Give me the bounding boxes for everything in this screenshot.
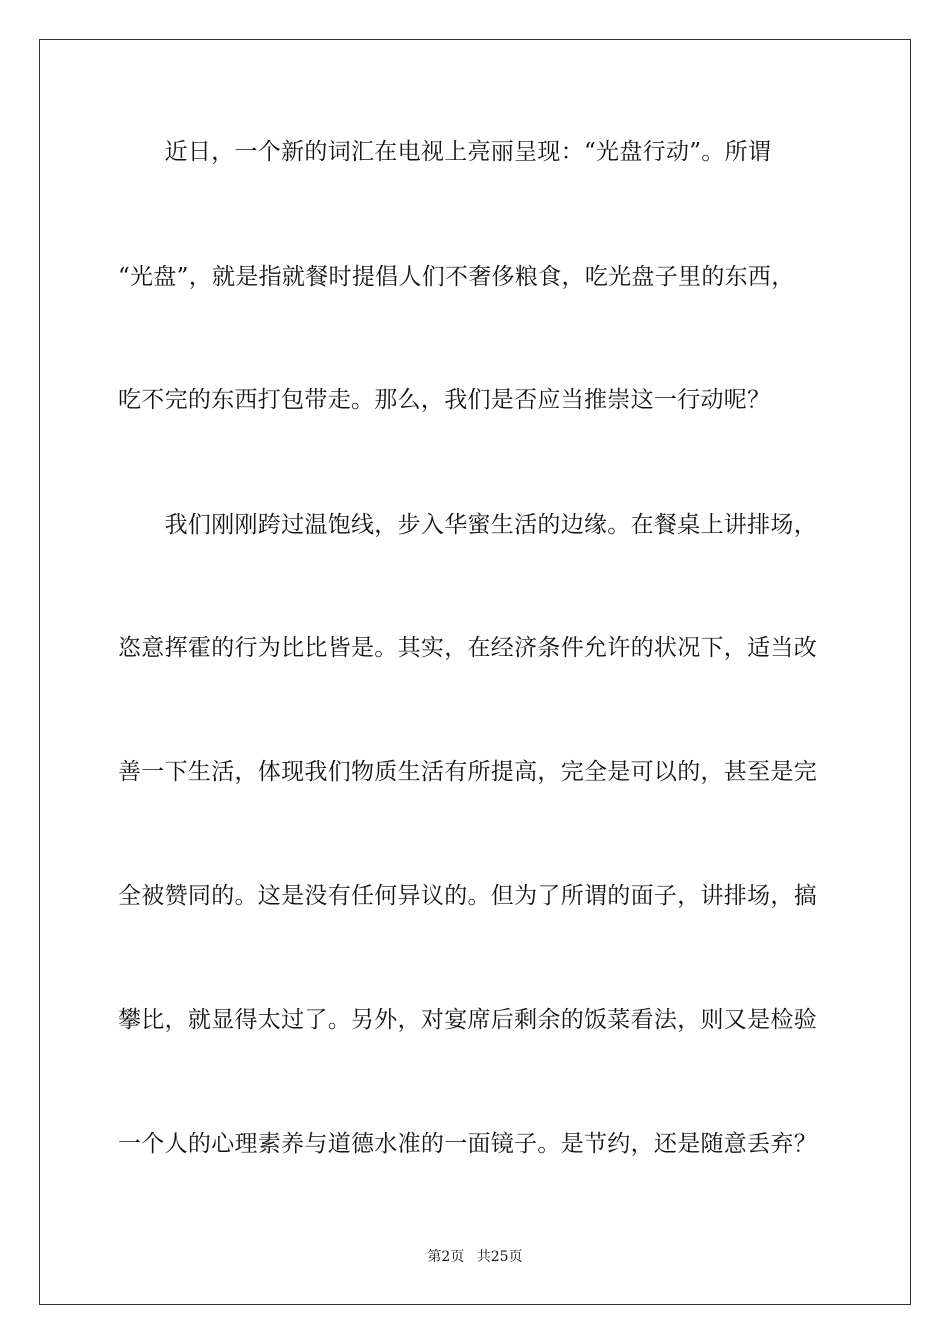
text-line: 全被赞同的。这是没有任何异议的。但为了所谓的面子，讲排场，搞: [118, 883, 817, 909]
text-line: 近日，一个新的词汇在电视上亮丽呈现：“光盘行动”。所谓: [118, 139, 772, 165]
text-line: 恣意挥霍的行为比比皆是。其实，在经济条件允许的状况下，适当改: [118, 635, 817, 661]
text-line: 善一下生活，体现我们物质生活有所提高，完全是可以的，甚至是完: [118, 759, 817, 785]
text-line: 我们刚刚跨过温饱线，步入华蜜生活的边缘。在餐桌上讲排场，: [118, 512, 817, 538]
page-number: 第2页: [427, 1249, 465, 1265]
page-total: 共25页: [476, 1249, 523, 1265]
page-border: [39, 39, 911, 1305]
text-line: 一个人的心理素养与道德水准的一面镜子。是节约，还是随意丢弃？: [118, 1131, 817, 1157]
text-line: 攀比，就显得太过了。另外，对宴席后剩余的饭菜看法，则又是检验: [118, 1007, 817, 1033]
page-footer: [0, 1247, 950, 1267]
text-line: 吃不完的东西打包带走。那么，我们是否应当推崇这一行动呢？: [118, 387, 771, 413]
text-line: “光盘”，就是指就餐时提倡人们不奢侈粮食，吃光盘子里的东西，: [118, 264, 795, 290]
